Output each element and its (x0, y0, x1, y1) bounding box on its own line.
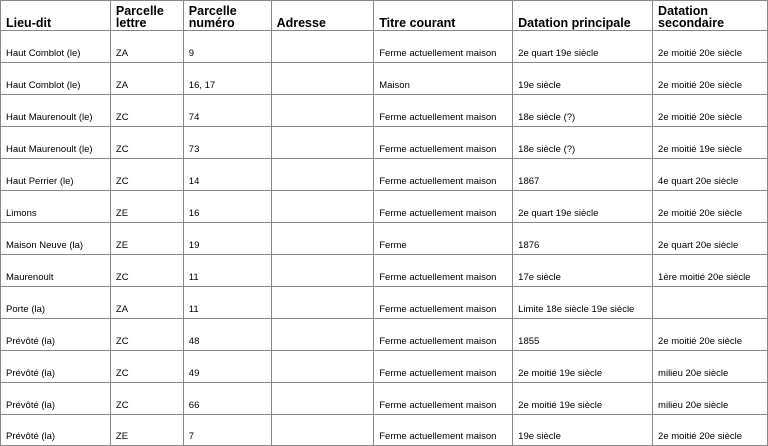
cell-datation-principale: 18e siècle (?) (513, 95, 653, 127)
header-adresse: Adresse (271, 1, 374, 31)
cell-parcelle-numero: 16 (183, 191, 271, 223)
cell-lieu-dit: Limons (1, 191, 111, 223)
table-row (1, 191, 768, 223)
table-row (1, 95, 768, 127)
cell-datation-principale: 19e siècle (513, 63, 653, 95)
cell-parcelle-numero: 14 (183, 159, 271, 191)
cell-lieu-dit: Maurenoult (1, 255, 111, 287)
cell-datation-secondaire (653, 287, 768, 319)
cell-datation-secondaire: 2e moitié 20e siècle (653, 95, 768, 127)
cell-datation-principale: 1876 (513, 223, 653, 255)
cell-parcelle-lettre: ZC (110, 319, 183, 351)
cell-titre-courant: Ferme actuellement maison (374, 287, 513, 319)
table-row (1, 223, 768, 255)
cell-lieu-dit: Prévôté (la) (1, 319, 111, 351)
cell-datation-secondaire: 2e moitié 20e siècle (653, 31, 768, 63)
cell-datation-principale: 2e quart 19e siècle (513, 31, 653, 63)
cell-parcelle-lettre: ZC (110, 127, 183, 159)
table-row (1, 287, 768, 319)
cell-parcelle-numero: 66 (183, 383, 271, 415)
cell-datation-principale: 17e siècle (513, 255, 653, 287)
cell-datation-principale: 1855 (513, 319, 653, 351)
cell-lieu-dit: Haut Maurenoult (le) (1, 95, 111, 127)
cell-lieu-dit: Porte (la) (1, 287, 111, 319)
cell-datation-principale: Limite 18e siècle 19e siècle (513, 287, 653, 319)
cell-lieu-dit: Haut Comblot (le) (1, 31, 111, 63)
cell-lieu-dit: Prévôté (la) (1, 383, 111, 415)
cell-datation-secondaire: milieu 20e siècle (653, 383, 768, 415)
table-row (1, 255, 768, 287)
cell-parcelle-numero: 19 (183, 223, 271, 255)
table-row (1, 127, 768, 159)
cell-adresse (271, 95, 374, 127)
cell-parcelle-lettre: ZC (110, 383, 183, 415)
cell-titre-courant: Ferme actuellement maison (374, 319, 513, 351)
cell-adresse (271, 31, 374, 63)
header-parcelle-numero: Parcelle numéro (183, 1, 271, 31)
cell-adresse (271, 127, 374, 159)
cell-datation-secondaire: 2e moitié 19e siècle (653, 127, 768, 159)
cell-datation-principale: 2e moitié 19e siècle (513, 383, 653, 415)
table-row (1, 159, 768, 191)
cell-datation-secondaire: 4e quart 20e siècle (653, 159, 768, 191)
cell-adresse (271, 159, 374, 191)
cell-lieu-dit: Haut Maurenoult (le) (1, 127, 111, 159)
cell-datation-secondaire: 2e moitié 20e siècle (653, 191, 768, 223)
cell-parcelle-numero: 74 (183, 95, 271, 127)
header-datation-secondaire: Datation secondaire (653, 1, 768, 31)
cell-titre-courant: Ferme actuellement maison (374, 255, 513, 287)
cell-adresse (271, 223, 374, 255)
cell-parcelle-numero: 7 (183, 415, 271, 446)
cell-datation-principale: 18e siècle (?) (513, 127, 653, 159)
header-row (1, 1, 768, 31)
cell-titre-courant: Ferme actuellement maison (374, 95, 513, 127)
cell-lieu-dit: Haut Perrier (le) (1, 159, 111, 191)
cell-datation-secondaire: 2e quart 20e siècle (653, 223, 768, 255)
cell-parcelle-numero: 49 (183, 351, 271, 383)
header-datation-principale: Datation principale (513, 1, 653, 31)
cell-parcelle-numero: 11 (183, 287, 271, 319)
cell-titre-courant: Ferme actuellement maison (374, 351, 513, 383)
cell-parcelle-numero: 48 (183, 319, 271, 351)
cell-datation-secondaire: 1ère moitié 20e siècle (653, 255, 768, 287)
cell-parcelle-numero: 9 (183, 31, 271, 63)
cell-adresse (271, 319, 374, 351)
cell-titre-courant: Ferme actuellement maison (374, 127, 513, 159)
cell-lieu-dit: Maison Neuve (la) (1, 223, 111, 255)
cell-parcelle-lettre: ZC (110, 159, 183, 191)
cell-parcelle-lettre: ZA (110, 31, 183, 63)
cell-datation-secondaire: 2e moitié 20e siècle (653, 319, 768, 351)
cell-parcelle-lettre: ZC (110, 95, 183, 127)
cell-adresse (271, 415, 374, 446)
cell-parcelle-lettre: ZC (110, 351, 183, 383)
cell-adresse (271, 255, 374, 287)
header-lieu-dit: Lieu-dit (1, 1, 111, 31)
cell-parcelle-lettre: ZE (110, 415, 183, 446)
cell-parcelle-lettre: ZC (110, 255, 183, 287)
cell-titre-courant: Ferme (374, 223, 513, 255)
cell-parcelle-lettre: ZE (110, 191, 183, 223)
cell-adresse (271, 63, 374, 95)
cell-titre-courant: Maison (374, 63, 513, 95)
table-row (1, 383, 768, 415)
cell-datation-principale: 2e moitié 19e siècle (513, 351, 653, 383)
cell-titre-courant: Ferme actuellement maison (374, 415, 513, 446)
cell-datation-secondaire: 2e moitié 20e siècle (653, 63, 768, 95)
cell-titre-courant: Ferme actuellement maison (374, 383, 513, 415)
cell-lieu-dit: Prévôté (la) (1, 415, 111, 446)
cell-adresse (271, 191, 374, 223)
cell-lieu-dit: Prévôté (la) (1, 351, 111, 383)
cell-titre-courant: Ferme actuellement maison (374, 31, 513, 63)
cell-datation-secondaire: milieu 20e siècle (653, 351, 768, 383)
cell-parcelle-lettre: ZA (110, 63, 183, 95)
cell-parcelle-numero: 16, 17 (183, 63, 271, 95)
cell-parcelle-lettre: ZA (110, 287, 183, 319)
cell-parcelle-lettre: ZE (110, 223, 183, 255)
cell-titre-courant: Ferme actuellement maison (374, 159, 513, 191)
cell-parcelle-numero: 11 (183, 255, 271, 287)
table-row (1, 319, 768, 351)
table-row (1, 351, 768, 383)
cell-adresse (271, 383, 374, 415)
table-row (1, 415, 768, 446)
table-row (1, 31, 768, 63)
table-body (1, 31, 768, 446)
cell-datation-secondaire: 2e moitié 20e siècle (653, 415, 768, 446)
cell-titre-courant: Ferme actuellement maison (374, 191, 513, 223)
cell-datation-principale: 2e quart 19e siècle (513, 191, 653, 223)
header-parcelle-lettre: Parcelle lettre (110, 1, 183, 31)
header-titre-courant: Titre courant (374, 1, 513, 31)
cell-parcelle-numero: 73 (183, 127, 271, 159)
cell-adresse (271, 287, 374, 319)
cell-datation-principale: 19e siècle (513, 415, 653, 446)
cell-adresse (271, 351, 374, 383)
cell-lieu-dit: Haut Comblot (le) (1, 63, 111, 95)
cell-datation-principale: 1867 (513, 159, 653, 191)
table-row (1, 63, 768, 95)
